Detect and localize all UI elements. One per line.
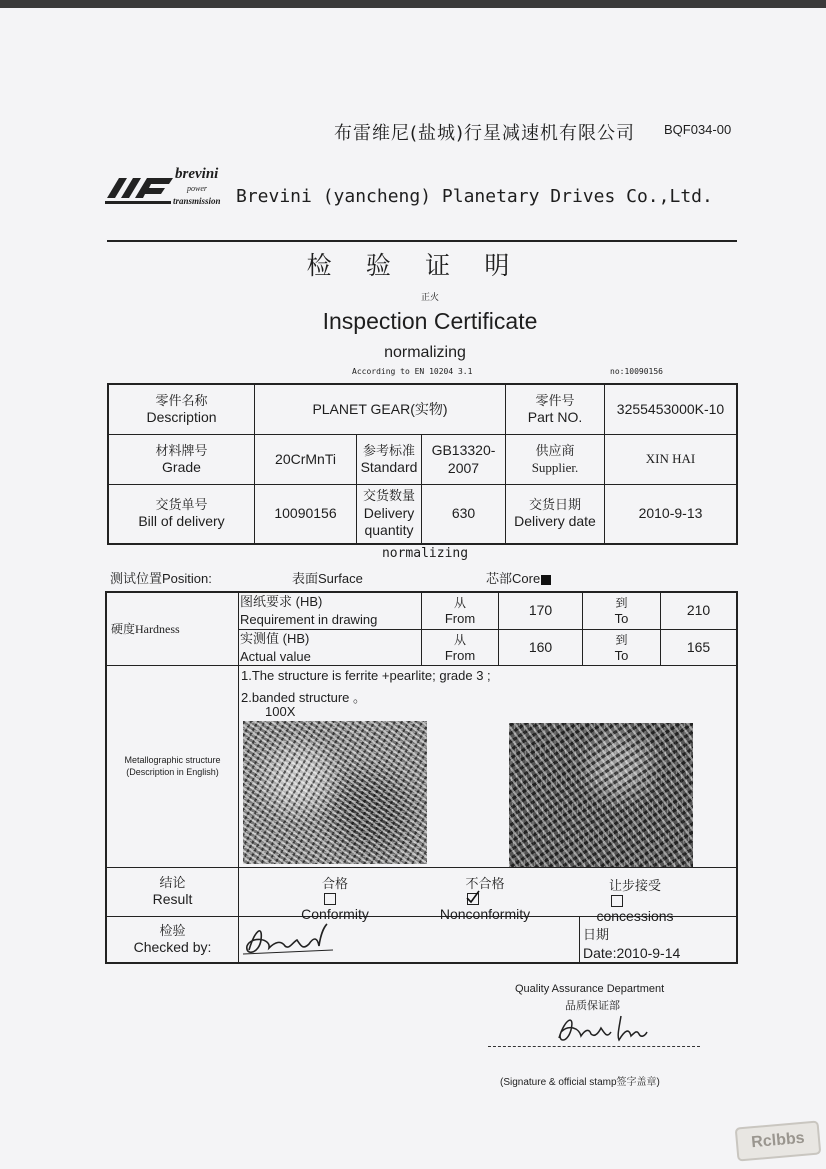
qa-department: Quality Assurance Department bbox=[515, 983, 665, 995]
inspection-table bbox=[105, 591, 738, 964]
bill-value: 10090156 bbox=[274, 505, 337, 522]
inspector-signature bbox=[241, 920, 361, 960]
part-no-value: 3255453000K-10 bbox=[616, 400, 725, 417]
conformity-checkbox[interactable] bbox=[324, 893, 336, 905]
description-label: 零件名称 Description bbox=[146, 392, 217, 425]
nonconformity-checkbox-checked[interactable] bbox=[467, 893, 479, 905]
metallographic-line2: 2.banded structure 。 bbox=[241, 690, 367, 705]
supplier-label: 供应商 Supplier. bbox=[531, 443, 579, 475]
checked-by-label: 检验 Checked by: bbox=[133, 922, 212, 955]
delivery-date-value: 2010-9-13 bbox=[638, 505, 703, 522]
process-en: normalizing bbox=[384, 344, 466, 361]
qa-signature bbox=[555, 1010, 665, 1046]
micrograph-surface-image bbox=[243, 721, 427, 864]
check-date: 日期 Date:2010-9-14 bbox=[583, 927, 681, 961]
header-divider bbox=[107, 240, 737, 242]
info-table bbox=[107, 383, 738, 545]
supplier-value: XIN HAI bbox=[645, 451, 696, 467]
result-label: 结论 Result bbox=[152, 875, 193, 908]
scan-top-edge bbox=[0, 0, 826, 8]
position-process: normalizing bbox=[381, 546, 469, 561]
brevini-logo bbox=[105, 166, 230, 210]
title-cn: 检 验 证 明 bbox=[306, 253, 524, 280]
watermark-badge bbox=[735, 1120, 822, 1161]
metallographic-line1: 1.The structure is ferrite +pearlite; grade 3 ; bbox=[241, 668, 491, 683]
company-name-en: Brevini (yancheng) Planetary Drives Co.,Ltd. bbox=[236, 186, 713, 207]
quantity-label: 交货数量 Delivery quantity bbox=[362, 488, 415, 539]
position-surface: 表面Surface bbox=[292, 571, 363, 586]
grade-value: 20CrMnTi bbox=[275, 450, 336, 467]
actual-to-label: 到 To bbox=[614, 632, 629, 663]
according-to: According to EN 10204 3.1 bbox=[352, 367, 473, 376]
signature-line bbox=[488, 1046, 700, 1047]
req-from-value: 170 bbox=[528, 602, 553, 619]
title-en: Inspection Certificate bbox=[322, 308, 538, 334]
bill-label: 交货单号 Bill of delivery bbox=[138, 497, 225, 530]
delivery-date-label: 交货日期 Delivery date bbox=[514, 497, 596, 530]
signature-note: (Signature & official stamp签字盖章) bbox=[500, 1077, 660, 1088]
req-from-label: 从 From bbox=[444, 596, 476, 626]
micrograph-core-image bbox=[509, 723, 693, 867]
req-to-label: 到 To bbox=[614, 596, 629, 626]
grade-label: 材料牌号 Grade bbox=[155, 442, 208, 475]
concessions-option[interactable]: 让步接受 concessions bbox=[596, 878, 674, 924]
watermark-text: Rclbbs bbox=[750, 1129, 806, 1152]
concessions-checkbox[interactable] bbox=[611, 895, 623, 907]
nonconformity-option[interactable]: 不合格 Nonconformity bbox=[439, 876, 531, 922]
part-no-label: 零件号 Part NO. bbox=[527, 392, 583, 425]
core-checked-box bbox=[541, 575, 551, 585]
logo-line1: power bbox=[187, 184, 207, 193]
logo-line2: transmission bbox=[173, 196, 221, 206]
magnification-label: 100X bbox=[265, 704, 296, 719]
process-cn: 正火 bbox=[420, 293, 439, 303]
actual-from-label: 从 From bbox=[444, 632, 476, 663]
logo-word: brevini bbox=[175, 166, 219, 182]
hardness-label: 硬度Hardness bbox=[111, 621, 180, 636]
quantity-value: 630 bbox=[451, 505, 476, 522]
description-value: PLANET GEAR(实物) bbox=[312, 400, 448, 417]
certificate-number: no:10090156 bbox=[610, 367, 663, 376]
actual-to-value: 165 bbox=[686, 638, 711, 655]
qa-department-cn: 品质保证部 bbox=[565, 999, 620, 1012]
actual-label: 实测值 (HB) Actual value bbox=[240, 631, 311, 664]
position-label: 测试位置Position: bbox=[110, 571, 212, 586]
standard-label: 参考标准 Standard bbox=[360, 442, 418, 475]
conformity-option[interactable]: 合格 Conformity bbox=[301, 876, 369, 922]
actual-from-value: 160 bbox=[528, 638, 553, 655]
req-to-value: 210 bbox=[686, 602, 711, 619]
requirement-label: 图纸要求 (HB) Requirement in drawing bbox=[240, 594, 378, 627]
doc-code: BQF034-00 bbox=[664, 122, 732, 137]
position-core: 芯部Core bbox=[486, 568, 551, 587]
standard-value: GB13320- 2007 bbox=[431, 442, 496, 476]
company-name-cn: 布雷维尼(盐城)行星减速机有限公司 bbox=[334, 123, 636, 144]
metallographic-label: Metallographic structure (Description in English) bbox=[124, 755, 221, 777]
